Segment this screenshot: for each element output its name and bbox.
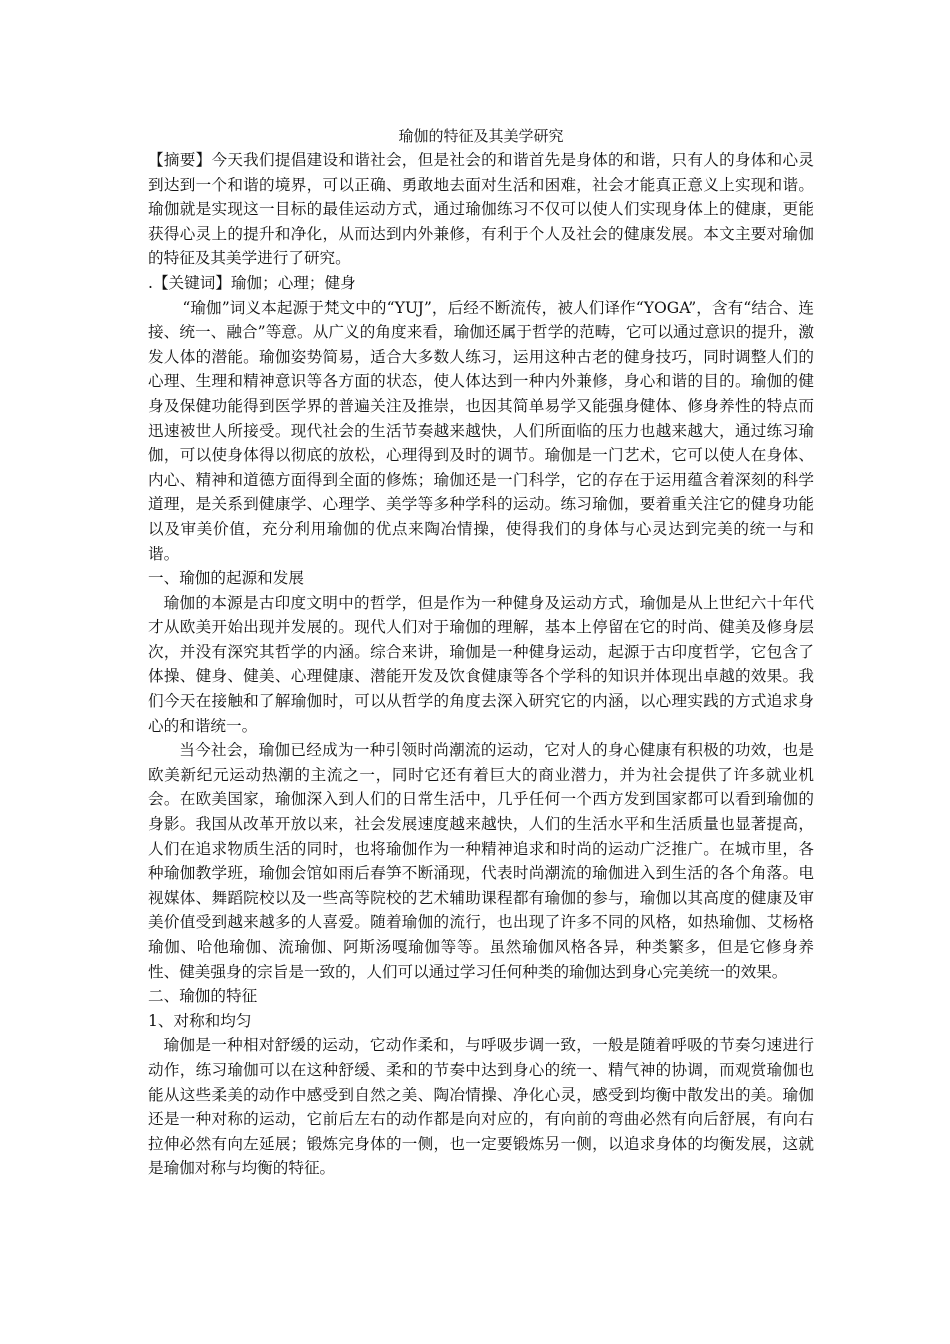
- intro-paragraph: “瑜伽”词义本起源于梵文中的“YUJ”，后经不断流传，被人们译作“YOGA”，含有“结合、连接、统一、融合”等意。从广义的角度来看，瑜伽还属于哲学的范畴，它可以通过意识的提升，激发人体的潜能。瑜伽姿势简易，适合大多数人练习，运用这种古老的健身技巧，同时调整人们的心理、生理和精神意识等各方面的状态，使人体达到一种内外兼修，身心和谐的目的。瑜伽的健身及保健功能得到医学界的普遍关注及推崇，也因其简单易学又能强身健体、修身养性的特点而迅速被世人所接受。现代社会的生活节奏越来越快，人们所面临的压力也越来越大，通过练习瑜伽，可以使身体得以彻底的放松，心理得到及时的调节。瑜伽是一门艺术，它可以使人在身体、内心、精神和道德方面得到全面的修炼；瑜伽还是一门科学，它的存在于运用蕴含着深刻的科学道理，是关系到健康学、心理学、美学等多种学科的运动。练习瑜伽，要着重关注它的健身功能以及审美价值，充分利用瑜伽的优点来陶冶情操，使得我们的身体与心灵达到完美的统一与和谐。: [148, 298, 814, 563]
- section-1-heading: 一、瑜伽的起源和发展: [148, 569, 304, 588]
- section-1-paragraph-2: 当今社会，瑜伽已经成为一种引领时尚潮流的运动，它对人的身心健康有积极的功效，也是欧美新纪元运动热潮的主流之一，同时它还有着巨大的商业潜力，并为社会提供了许多就业机会。在欧美国家，瑜伽深入到人们的日常生活中，几乎任何一个西方发到国家都可以看到瑜伽的身影。我国从改革开放以来，社会发展速度越来越快，人们的生活水平和生活质量也显著提高，人们在追求物质生活的同时，也将瑜伽作为一种精神追求和时尚的运动广泛推广。在城市里，各种瑜伽教学班，瑜伽会馆如雨后春笋不断涌现，代表时尚潮流的瑜伽进入到生活的各个角落。电视媒体、舞蹈院校以及一些高等院校的艺术辅助课程都有瑜伽的参与，瑜伽以其高度的健康及审美价值受到越来越多的人喜爱。随着瑜伽的流行，也出现了许多不同的风格，如热瑜伽、艾杨格瑜伽、哈他瑜伽、流瑜伽、阿斯汤嘎瑜伽等等。虽然瑜伽风格各异，种类繁多，但是它修身养性、健美强身的宗旨是一致的，人们可以通过学习任何种类的瑜伽达到身心完美统一的效果。: [148, 741, 814, 981]
- abstract-paragraph: 【摘要】今天我们提倡建设和谐社会，但是社会的和谐首先是身体的和谐，只有人的身体和心灵到达到一个和谐的境界，可以正确、勇敢地去面对生活和困难，社会才能真正意义上实现和谐。瑜伽就是实现这一目标的最佳运动方式，通过瑜伽练习不仅可以使人们实现身体上的健康，更能获得心灵上的提升和净化，从而达到内外兼修，有利于个人及社会的健康发展。本文主要对瑜伽的特征及其美学进行了研究。: [148, 151, 814, 268]
- section-1-paragraph-1: 瑜伽的本源是古印度文明中的哲学，但是作为一种健身及运动方式，瑜伽是从上世纪六十年代才从欧美开始出现并发展的。现代人们对于瑜伽的理解，基本上停留在它的时尚、健美及修身层次，并没有深究其哲学的内涵。综合来讲，瑜伽是一种健身运动，起源于古印度哲学，它包含了体操、健身、健美、心理健康、潜能开发及饮食健康等各个学科的知识并体现出卓越的效果。我们今天在接触和了解瑜伽时，可以从哲学的角度去深入研究它的内涵，以心理实践的方式追求身心的和谐统一。: [148, 593, 814, 735]
- section-2-heading: 二、瑜伽的特征: [148, 987, 258, 1006]
- document-page: [148, 124, 814, 1181]
- document-title: 瑜伽的特征及其美学研究: [398, 127, 564, 145]
- section-2-paragraph-1: 瑜伽是一种相对舒缓的运动，它动作柔和，与呼吸步调一致，一般是随着呼吸的节奏匀速进行动作，练习瑜伽可以在这种舒缓、柔和的节奏中达到身心的统一、精气神的协调，而观赏瑜伽也能从这些柔美的动作中感受到自然之美、陶冶情操、净化心灵，感受到均衡中散发出的美。瑜伽还是一种对称的运动，它前后左右的动作都是向对应的，有向前的弯曲必然有向后舒展，有向右拉伸必然有向左延展；锻炼完身体的一侧，也一定要锻炼另一侧，以追求身体的均衡发展，这就是瑜伽对称与均衡的特征。: [148, 1036, 814, 1178]
- section-2-subheading-1: 1、对称和均匀: [148, 1011, 252, 1030]
- keywords-line: .【关键词】瑜伽；心理；健身: [148, 273, 356, 292]
